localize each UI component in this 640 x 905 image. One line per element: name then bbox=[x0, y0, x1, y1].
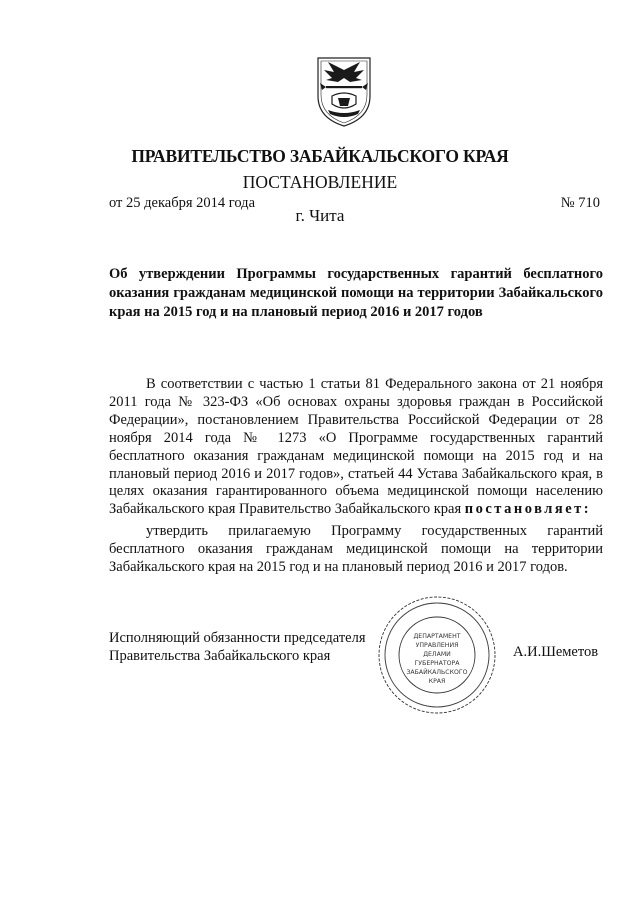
preamble-text: В соответствии с частью 1 статьи 81 Федерального закона от 21 ноября 2011 года № 323-ФЗ «Об основах охраны здоровья граждан в Российской Федерации», постановлением Правительства Российской Федерации от 28 ноября 2014 года № 1273 «О Программе государственных гарантий бесплатного оказания гражданам медицинской помощи на 2015 год и на плановый период 2016 и 2017 годов», статьей 44 Устава Забайкальского края, в целях оказания гарантированного объема медицинской помощи населению Забайкальского края Правительство Забайкальского края bbox=[109, 376, 603, 518]
signer-name: А.И.Шеметов bbox=[513, 644, 599, 660]
svg-text:УПРАВЛЕНИЯ: УПРАВЛЕНИЯ bbox=[415, 642, 459, 649]
svg-text:ЗАБАЙКАЛЬСКОГО: ЗАБАЙКАЛЬСКОГО bbox=[406, 669, 468, 676]
svg-text:ДЕПАРТАМЕНТ: ДЕПАРТАМЕНТ bbox=[413, 633, 461, 640]
government-title: ПРАВИТЕЛЬСТВО ЗАБАЙКАЛЬСКОГО КРАЯ bbox=[131, 146, 509, 166]
signer-position bbox=[109, 629, 366, 665]
svg-text:КРАЯ: КРАЯ bbox=[428, 678, 446, 685]
document-number: № 710 bbox=[560, 195, 600, 211]
signer-position-line-2: Правительства Забайкальского края bbox=[109, 648, 331, 664]
official-stamp-icon bbox=[376, 594, 498, 716]
coat-of-arms-icon bbox=[298, 52, 390, 130]
document-type: ПОСТАНОВЛЕНИЕ bbox=[242, 172, 398, 192]
document-subject: Об утверждении Программы государственных гарантий бесплатного оказания гражданам медицинской помощи на территории Забайкальского края на 2015 год и на плановый период 2016 и 2017 годов bbox=[109, 266, 603, 320]
svg-text:ДЕЛАМИ: ДЕЛАМИ bbox=[423, 651, 451, 658]
document-date: от 25 декабря 2014 года bbox=[109, 195, 255, 211]
resolves-word: постановляет: bbox=[464, 501, 592, 518]
preamble-paragraph bbox=[109, 376, 603, 519]
signer-position-line-1: Исполняющий обязанности председателя bbox=[109, 630, 366, 646]
document-city: г. Чита bbox=[295, 206, 345, 225]
svg-text:ГУБЕРНАТОРА: ГУБЕРНАТОРА bbox=[414, 660, 460, 667]
resolution-paragraph: утвердить прилагаемую Программу государственных гарантий бесплатного оказания гражданам медицинской помощи на территории Забайкальского края на 2015 год и на плановый период 2016 и 2017 годов. bbox=[109, 523, 603, 575]
